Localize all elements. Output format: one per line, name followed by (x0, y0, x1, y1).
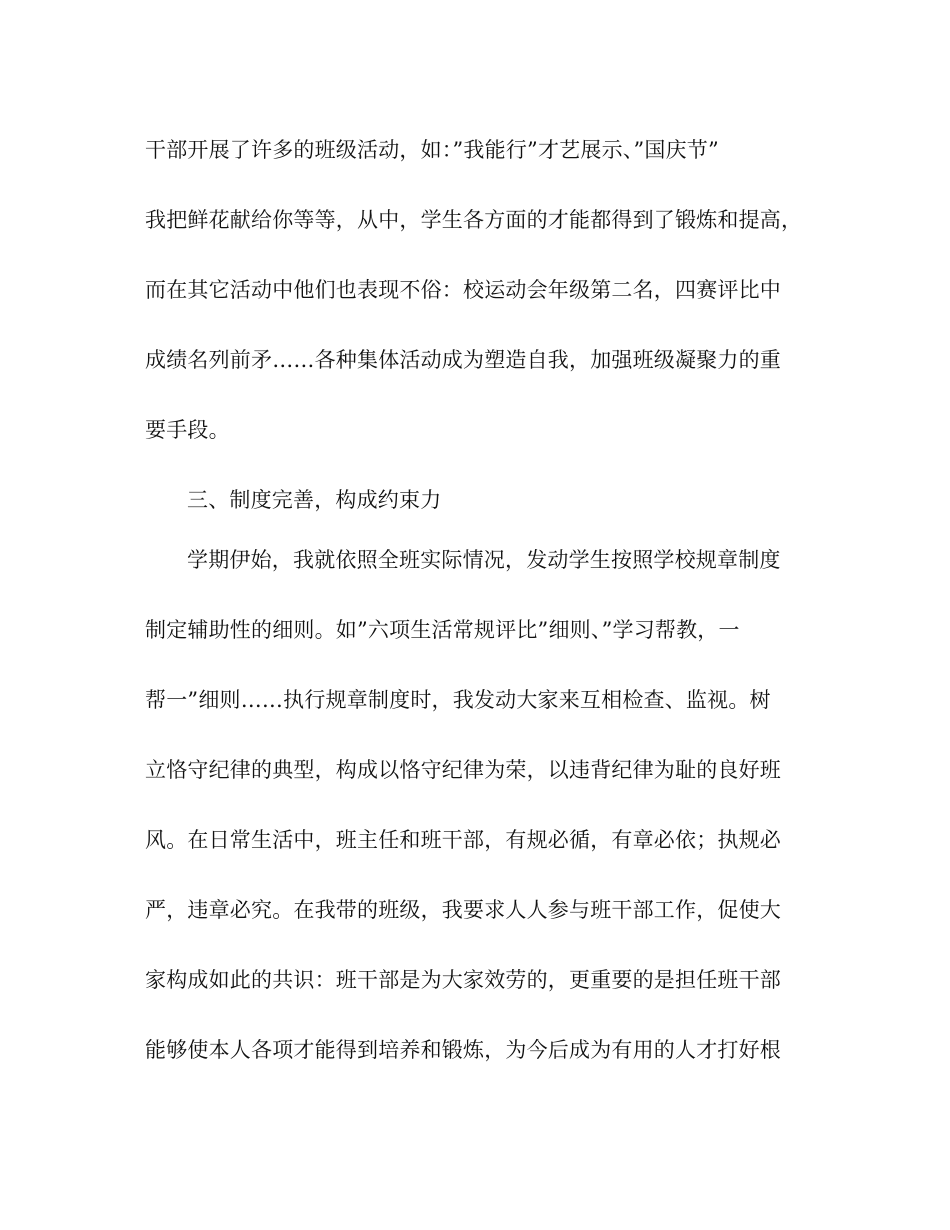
section-heading: 三、制度完善，构成约束力 (187, 488, 442, 512)
text-line: 严，违章必究。在我带的班级，我要求人人参与班干部工作，促使大 (145, 898, 781, 922)
text-line: 我把鲜花献给你等等，从中，学生各方面的才能都得到了锻炼和提高， (145, 208, 803, 232)
text-line: 立恪守纪律的典型，构成以恪守纪律为荣，以违背纪律为耻的良好班 (145, 758, 781, 782)
text-line: 干部开展了许多的班级活动，如：”我能行”才艺展示、”国庆节” (145, 138, 719, 162)
text-line: 而在其它活动中他们也表现不俗：校运动会年级第二名，四赛评比中 (145, 278, 781, 302)
paragraph-start-line: 学期伊始，我就依照全班实际情况，发动学生按照学校规章制度 (187, 548, 781, 572)
text-line: 帮一”细则……执行规章制度时，我发动大家来互相检查、监视。树 (145, 688, 771, 712)
text-line: 要手段。 (145, 418, 230, 442)
text-line: 家构成如此的共识：班干部是为大家效劳的，更重要的是担任班干部 (145, 968, 781, 992)
text-line: 能够使本人各项才能得到培养和锻炼，为今后成为有用的人才打好根 (145, 1038, 781, 1062)
text-line: 成绩名列前矛……各种集体活动成为塑造自我，加强班级凝聚力的重 (145, 348, 781, 372)
text-line: 风。在日常生活中，班主任和班干部，有规必循，有章必依；执规必 (145, 828, 781, 852)
text-line: 制定辅助性的细则。如”六项生活常规评比”细则、”学习帮教，一 (145, 618, 740, 642)
